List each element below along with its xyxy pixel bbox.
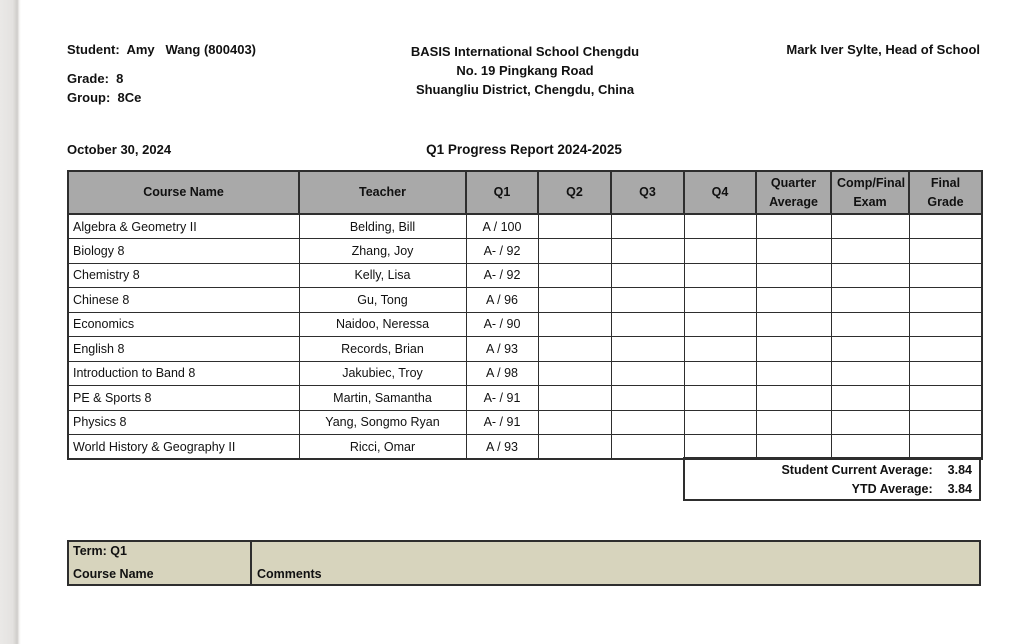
- grade-cell-q1: A- / 90: [466, 312, 538, 337]
- averages-box: [683, 457, 981, 501]
- column-header-q4: Q4: [684, 171, 756, 214]
- grades-header-row: [68, 171, 982, 214]
- grade-cell-quarter-average: [756, 312, 831, 337]
- grade-cell-comp-final-exam: [831, 337, 909, 362]
- grade-cell-q3: [611, 263, 684, 288]
- grade-cell-final-grade: [909, 386, 982, 411]
- grade-row: [68, 214, 982, 239]
- student-current-average-label: Student Current Average:: [781, 463, 933, 477]
- grade-cell-final-grade: [909, 410, 982, 435]
- grade-cell-q2: [538, 263, 611, 288]
- grade-cell-final-grade: [909, 337, 982, 362]
- student-current-average-value: 3.84: [947, 463, 972, 477]
- column-header-q1: Q1: [466, 171, 538, 214]
- comments-header-table: [67, 540, 981, 586]
- grade-cell-q2: [538, 214, 611, 239]
- grades-table: [67, 170, 983, 460]
- grade-cell-teacher: Jakubiec, Troy: [299, 361, 466, 386]
- comments-course-name-label: Course Name: [73, 567, 154, 581]
- report-date: October 30, 2024: [67, 142, 172, 157]
- grade-cell-q1: A / 100: [466, 214, 538, 239]
- grade-cell-q4: [684, 239, 756, 264]
- grade-cell-course: Chinese 8: [68, 288, 299, 313]
- grade-cell-q4: [684, 410, 756, 435]
- grade-cell-comp-final-exam: [831, 239, 909, 264]
- comments-cell: [252, 542, 979, 584]
- grade-cell-q1: A / 96: [466, 288, 538, 313]
- grade-cell-quarter-average: [756, 410, 831, 435]
- grade-cell-q1: A / 93: [466, 337, 538, 362]
- grade-cell-final-grade: [909, 435, 982, 460]
- grade-cell-course: World History & Geography II: [68, 435, 299, 460]
- grade-row: [68, 263, 982, 288]
- grade-row: [68, 435, 982, 460]
- ytd-average-value: 3.84: [947, 482, 972, 496]
- column-header-comp-final-exam: Comp/Final Exam: [831, 171, 909, 214]
- grade-cell-course: Economics: [68, 312, 299, 337]
- grade-cell-q2: [538, 435, 611, 460]
- grade-row: [68, 337, 982, 362]
- grade-cell-q2: [538, 361, 611, 386]
- report-title: Q1 Progress Report 2024-2025: [426, 142, 622, 157]
- grade-cell-q3: [611, 386, 684, 411]
- grade-cell-final-grade: [909, 312, 982, 337]
- student-line: Student: Amy Wang (800403): [67, 42, 257, 57]
- grade-cell-comp-final-exam: [831, 435, 909, 460]
- grade-cell-q2: [538, 312, 611, 337]
- grade-cell-q3: [611, 214, 684, 239]
- grade-row: [68, 288, 982, 313]
- comments-term-cell: [69, 542, 252, 584]
- column-header-course-name: Course Name: [68, 171, 299, 214]
- grade-cell-q1: A / 98: [466, 361, 538, 386]
- school-address-line1: No. 19 Pingkang Road: [456, 63, 594, 78]
- term-label: Term: Q1: [73, 544, 127, 558]
- grade-cell-q3: [611, 239, 684, 264]
- grade-cell-teacher: Ricci, Omar: [299, 435, 466, 460]
- grade-cell-teacher: Martin, Samantha: [299, 386, 466, 411]
- grade-cell-final-grade: [909, 263, 982, 288]
- grade-cell-q2: [538, 288, 611, 313]
- grade-line: Grade: 8: [67, 71, 124, 86]
- grade-cell-teacher: Zhang, Joy: [299, 239, 466, 264]
- column-header-teacher: Teacher: [299, 171, 466, 214]
- grade-cell-q3: [611, 312, 684, 337]
- grade-cell-teacher: Yang, Songmo Ryan: [299, 410, 466, 435]
- ytd-average-row: [685, 480, 972, 499]
- grade-cell-quarter-average: [756, 337, 831, 362]
- grade-cell-q3: [611, 435, 684, 460]
- grade-cell-q1: A / 93: [466, 435, 538, 460]
- grade-row: [68, 386, 982, 411]
- grade-cell-final-grade: [909, 239, 982, 264]
- grade-cell-q1: A- / 91: [466, 410, 538, 435]
- grade-cell-comp-final-exam: [831, 386, 909, 411]
- grade-cell-final-grade: [909, 288, 982, 313]
- student-current-average-row: [685, 461, 972, 480]
- grade-row: [68, 239, 982, 264]
- grade-cell-comp-final-exam: [831, 263, 909, 288]
- grade-cell-comp-final-exam: [831, 312, 909, 337]
- grade-cell-q4: [684, 312, 756, 337]
- grade-cell-q1: A- / 92: [466, 263, 538, 288]
- grade-cell-course: English 8: [68, 337, 299, 362]
- grades-table-wrap: [67, 170, 983, 460]
- grade-cell-q4: [684, 288, 756, 313]
- column-header-q3: Q3: [611, 171, 684, 214]
- grade-cell-q4: [684, 214, 756, 239]
- grade-cell-final-grade: [909, 361, 982, 386]
- grade-cell-q1: A- / 91: [466, 386, 538, 411]
- grade-row: [68, 361, 982, 386]
- grade-cell-quarter-average: [756, 239, 831, 264]
- grade-cell-q2: [538, 410, 611, 435]
- scanned-page-edge: [0, 0, 21, 644]
- title-row: [67, 142, 981, 160]
- grade-cell-q4: [684, 263, 756, 288]
- grade-cell-q4: [684, 337, 756, 362]
- grade-cell-q4: [684, 386, 756, 411]
- school-name: BASIS International School Chengdu: [410, 44, 640, 59]
- school-info-block: [290, 42, 760, 99]
- head-of-school: Mark Iver Sylte, Head of School: [786, 42, 980, 57]
- grade-cell-q3: [611, 410, 684, 435]
- grade-cell-quarter-average: [756, 214, 831, 239]
- grade-cell-q4: [684, 435, 756, 460]
- grade-cell-q4: [684, 361, 756, 386]
- grade-cell-comp-final-exam: [831, 410, 909, 435]
- column-header-q2: Q2: [538, 171, 611, 214]
- grade-cell-comp-final-exam: [831, 214, 909, 239]
- grade-cell-q3: [611, 288, 684, 313]
- grade-cell-comp-final-exam: [831, 361, 909, 386]
- grade-cell-final-grade: [909, 214, 982, 239]
- column-header-final-grade: Final Grade: [909, 171, 982, 214]
- ytd-average-label: YTD Average:: [851, 482, 933, 496]
- grade-cell-course: Algebra & Geometry II: [68, 214, 299, 239]
- grade-cell-course: Introduction to Band 8: [68, 361, 299, 386]
- grade-cell-quarter-average: [756, 263, 831, 288]
- grade-cell-teacher: Kelly, Lisa: [299, 263, 466, 288]
- grade-cell-quarter-average: [756, 435, 831, 460]
- grade-cell-teacher: Records, Brian: [299, 337, 466, 362]
- grade-cell-q3: [611, 337, 684, 362]
- grade-cell-q2: [538, 386, 611, 411]
- grade-cell-quarter-average: [756, 361, 831, 386]
- grade-row: [68, 410, 982, 435]
- grade-cell-q3: [611, 361, 684, 386]
- grade-cell-q1: A- / 92: [466, 239, 538, 264]
- grade-cell-teacher: Belding, Bill: [299, 214, 466, 239]
- grade-cell-quarter-average: [756, 288, 831, 313]
- grade-cell-teacher: Naidoo, Neressa: [299, 312, 466, 337]
- grade-cell-q2: [538, 239, 611, 264]
- grade-cell-course: PE & Sports 8: [68, 386, 299, 411]
- school-address-line2: Shuangliu District, Chengdu, China: [415, 82, 635, 97]
- grade-cell-course: Chemistry 8: [68, 263, 299, 288]
- grade-row: [68, 312, 982, 337]
- grade-cell-course: Physics 8: [68, 410, 299, 435]
- grade-cell-teacher: Gu, Tong: [299, 288, 466, 313]
- comments-label: Comments: [257, 567, 322, 581]
- grade-cell-course: Biology 8: [68, 239, 299, 264]
- column-header-quarter-average: Quarter Average: [756, 171, 831, 214]
- grade-cell-quarter-average: [756, 386, 831, 411]
- grade-cell-comp-final-exam: [831, 288, 909, 313]
- grade-cell-q2: [538, 337, 611, 362]
- group-line: Group: 8Ce: [67, 90, 142, 105]
